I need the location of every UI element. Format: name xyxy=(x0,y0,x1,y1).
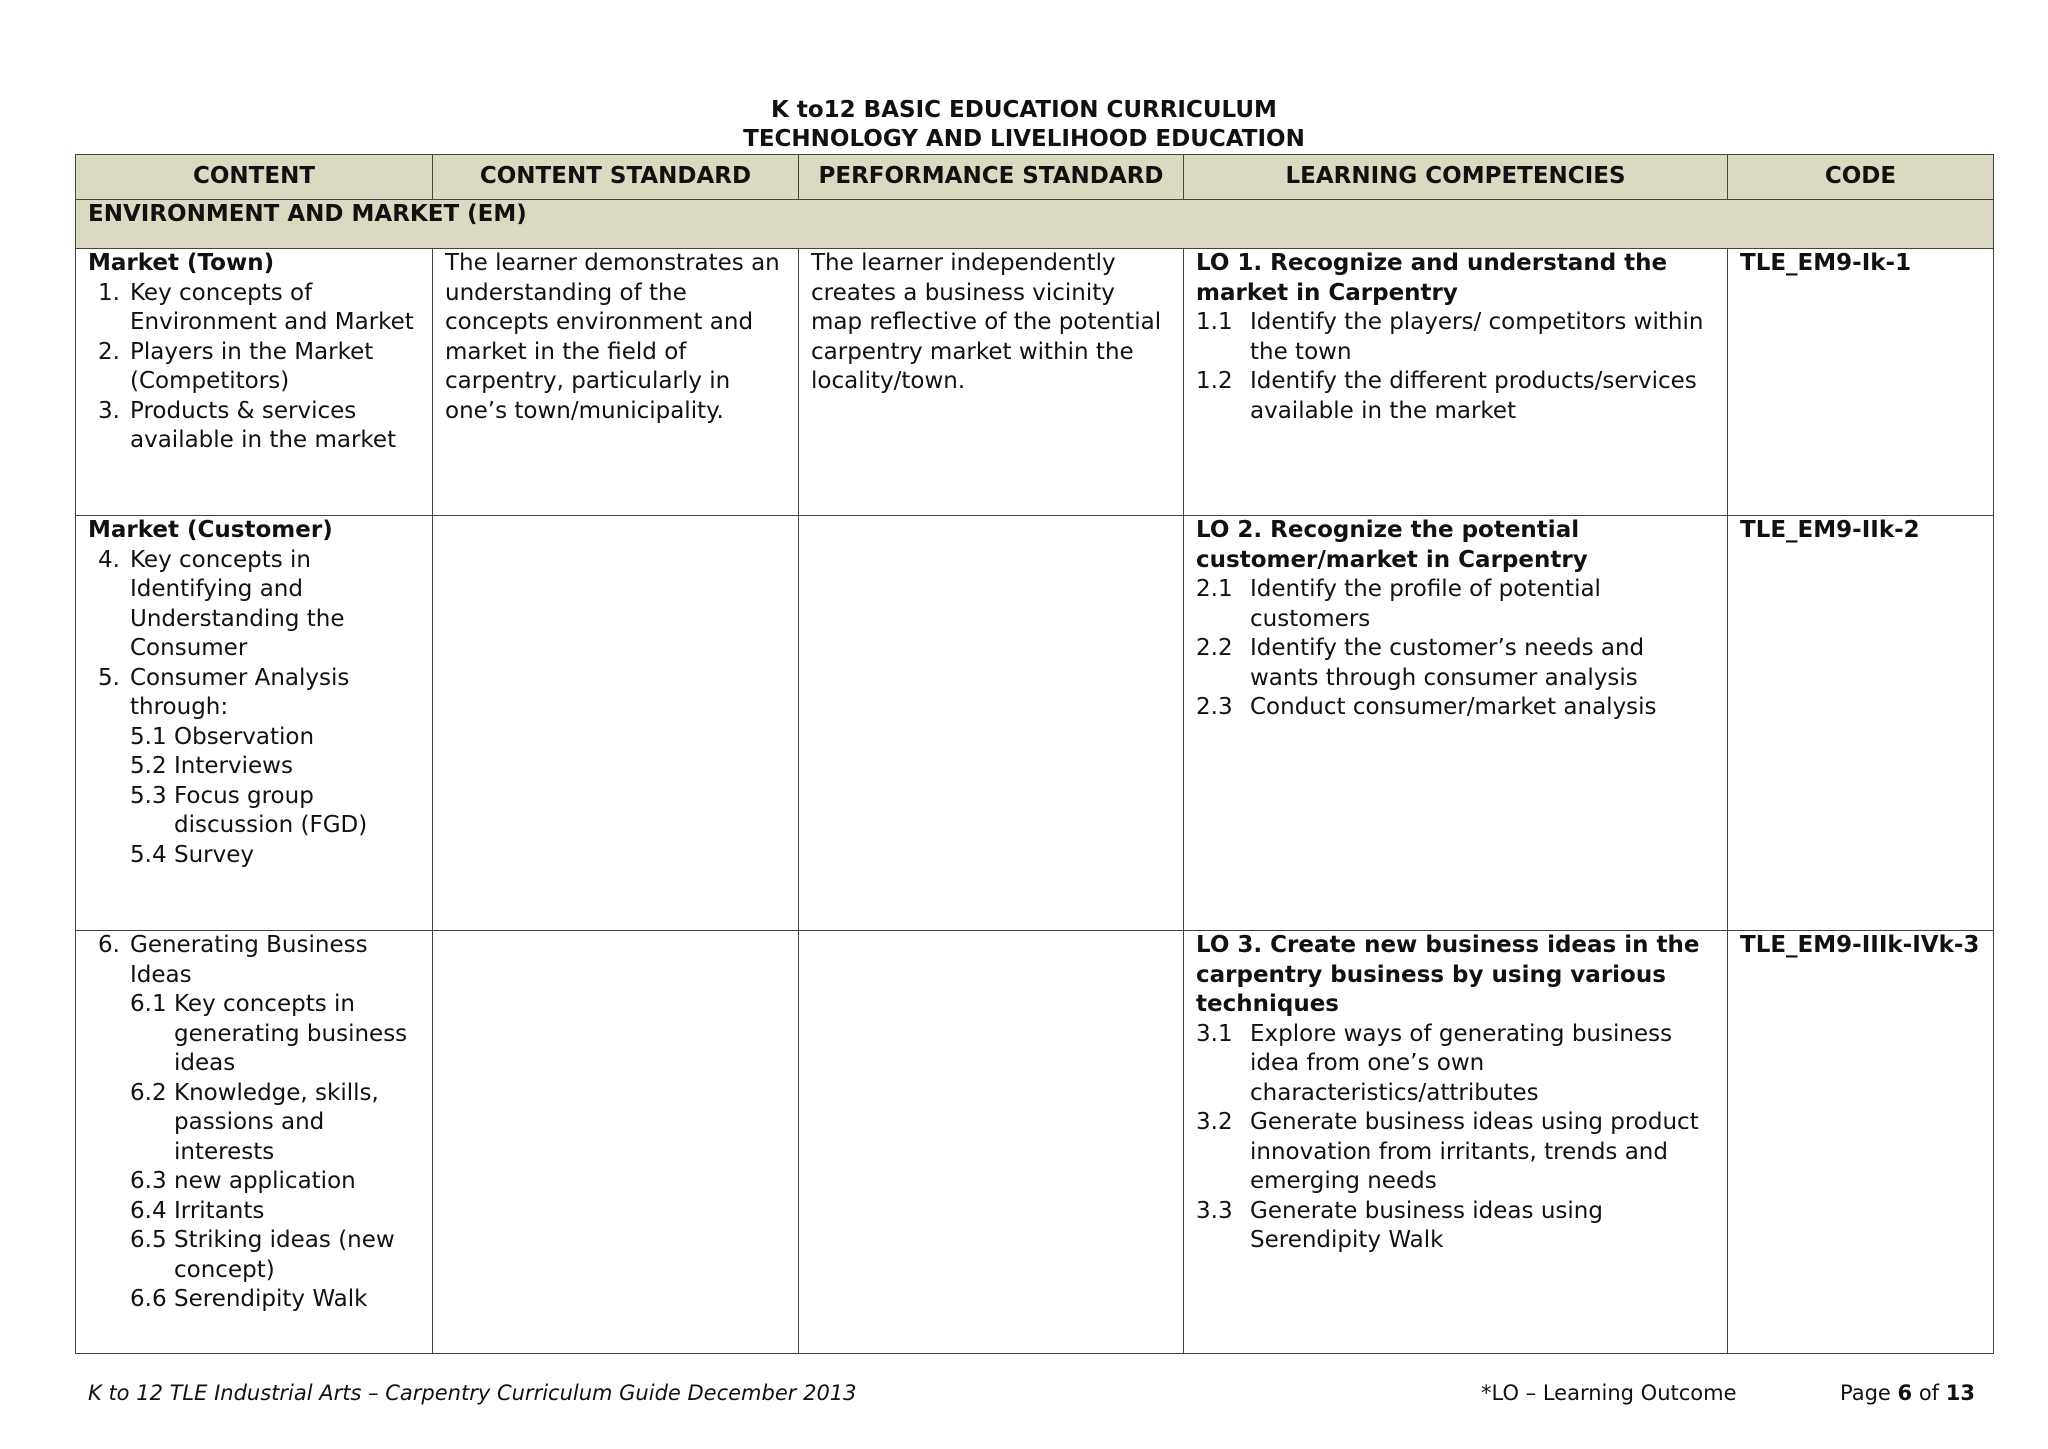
page-prefix: Page xyxy=(1840,1381,1898,1405)
subitem-text: Key concepts in generating business ideas xyxy=(174,991,408,1076)
column-header-content-standard: CONTENT STANDARD xyxy=(433,155,799,200)
item-text: Players in the Market (Competitors) xyxy=(130,338,374,394)
competencies-cell xyxy=(1184,249,1728,516)
subitem-text: Knowledge, skills, passions and interests xyxy=(174,1079,379,1165)
content-title: Market (Customer) xyxy=(88,517,333,543)
item-number: 5. xyxy=(98,664,120,691)
content-subitem xyxy=(88,990,420,1079)
content-subitem xyxy=(88,752,420,782)
item-text: Generating Business Ideas xyxy=(130,932,368,988)
content-item xyxy=(88,931,420,990)
competency-item xyxy=(1196,367,1715,426)
column-header-performance-standard: PERFORMANCE STANDARD xyxy=(799,155,1184,200)
competency-text: Explore ways of generating business idea from one’s own characteristics/attributes xyxy=(1250,1020,1673,1106)
content-subitem xyxy=(88,1167,420,1197)
competency-item xyxy=(1196,575,1715,634)
page-of: of xyxy=(1912,1381,1946,1405)
competency-number: 2.3 xyxy=(1196,694,1233,720)
learning-outcome: LO 2. Recognize the potential customer/market in Carpentry xyxy=(1196,517,1588,573)
competency-number: 1.2 xyxy=(1196,368,1233,394)
competencies-cell xyxy=(1184,516,1728,931)
content-subitem xyxy=(88,1285,420,1315)
competency-item xyxy=(1196,693,1715,723)
competency-text: Generate business ideas using product innovation from irritants, trends and emerging needs xyxy=(1250,1109,1699,1194)
item-text: Products & services available in the market xyxy=(130,397,397,453)
subitem-text: Serendipity Walk xyxy=(174,1286,368,1312)
content-subitem xyxy=(88,1197,420,1227)
footer-document-title: K to 12 TLE Industrial Arts – Carpentry Curriculum Guide December 2013 xyxy=(88,1381,857,1405)
competency-text: Identify the profile of potential customers xyxy=(1250,576,1601,632)
column-header-learning-competencies: LEARNING COMPETENCIES xyxy=(1184,155,1728,200)
competency-text: Identify the players/ competitors within the town xyxy=(1250,309,1704,365)
item-number: 4. xyxy=(98,546,120,573)
subitem-text: Irritants xyxy=(174,1197,265,1224)
competency-item xyxy=(1196,634,1715,693)
competency-text: Conduct consumer/market analysis xyxy=(1250,694,1657,720)
competency-number: 2.2 xyxy=(1196,635,1233,661)
competency-text: Identify the different products/services available in the market xyxy=(1250,368,1697,424)
content-subitem xyxy=(88,1226,420,1285)
content-subitem xyxy=(88,1079,420,1168)
content-standard-cell: The learner demonstrates an understanding of the concepts environment and market in the field of carpentry, particularly in one’s town/municipality. xyxy=(433,249,799,516)
learning-outcome: LO 3. Create new business ideas in the carpentry business by using various techniques xyxy=(1196,932,1700,1017)
learning-outcome: LO 1. Recognize and understand the market in Carpentry xyxy=(1196,250,1668,306)
content-cell xyxy=(76,249,433,516)
performance-standard-cell xyxy=(799,516,1184,931)
header-title: K to12 BASIC EDUCATION CURRICULUM xyxy=(771,97,1277,123)
column-header-code: CODE xyxy=(1728,155,1994,200)
content-subitem xyxy=(88,723,420,753)
content-item xyxy=(88,279,420,338)
performance-standard-cell xyxy=(799,931,1184,1354)
competency-number: 3.1 xyxy=(1196,1020,1233,1047)
subitem-number: 5.2 xyxy=(130,753,167,779)
competency-item xyxy=(1196,1020,1715,1109)
subitem-text: Survey xyxy=(174,841,255,868)
curriculum-table xyxy=(75,154,1994,1354)
subitem-text: Focus group discussion (FGD) xyxy=(174,782,368,838)
table-row xyxy=(76,249,1994,516)
section-row xyxy=(76,200,1994,249)
competency-text: Generate business ideas using Serendipity Walk xyxy=(1250,1197,1603,1253)
performance-standard-cell: The learner independently creates a business vicinity map reflective of the potential carpentry market within the locality/town. xyxy=(799,249,1184,516)
content-standard-cell xyxy=(433,516,799,931)
subitem-number: 6.5 xyxy=(130,1227,167,1253)
content-subitem xyxy=(88,841,420,871)
competency-item xyxy=(1196,308,1715,367)
item-number: 2. xyxy=(98,338,120,365)
content-cell xyxy=(76,931,433,1354)
competency-text: Identify the customer’s needs and wants through consumer analysis xyxy=(1250,635,1645,691)
code-cell: TLE_EM9-IIIk-IVk-3 xyxy=(1728,931,1994,1354)
content-item xyxy=(88,546,420,664)
page-total: 13 xyxy=(1945,1381,1975,1405)
code-cell: TLE_EM9-Ik-1 xyxy=(1728,249,1994,516)
subitem-number: 5.3 xyxy=(130,782,167,809)
content-cell xyxy=(76,516,433,931)
item-text: Key concepts of Environment and Market xyxy=(130,279,414,335)
competency-item xyxy=(1196,1197,1715,1256)
content-item xyxy=(88,664,420,723)
table-row xyxy=(76,931,1994,1354)
subitem-number: 5.4 xyxy=(130,841,167,868)
item-number: 1. xyxy=(98,279,120,306)
table-header-row xyxy=(76,155,1994,200)
column-header-content: CONTENT xyxy=(76,155,433,200)
page-current: 6 xyxy=(1897,1381,1913,1405)
competency-number: 2.1 xyxy=(1196,576,1233,602)
table-row xyxy=(76,516,1994,931)
subitem-text: Striking ideas (new concept) xyxy=(174,1227,395,1283)
item-number: 6. xyxy=(98,932,120,958)
document-header xyxy=(0,96,2048,154)
content-item xyxy=(88,338,420,397)
subitem-number: 6.3 xyxy=(130,1168,167,1194)
subitem-text: Observation xyxy=(174,723,315,750)
competency-number: 3.3 xyxy=(1196,1197,1233,1224)
section-title: ENVIRONMENT AND MARKET (EM) xyxy=(76,200,1994,249)
content-item xyxy=(88,397,420,456)
competency-number: 3.2 xyxy=(1196,1109,1233,1135)
item-text: Consumer Analysis through: xyxy=(130,664,350,720)
competencies-cell xyxy=(1184,931,1728,1354)
subitem-text: Interviews xyxy=(174,753,293,779)
competency-item xyxy=(1196,1108,1715,1197)
header-subtitle: TECHNOLOGY AND LIVELIHOOD EDUCATION xyxy=(743,126,1305,152)
content-subitem xyxy=(88,782,420,841)
footer-legend: *LO – Learning Outcome xyxy=(1481,1381,1737,1405)
subitem-number: 6.1 xyxy=(130,991,167,1017)
code-cell: TLE_EM9-IIk-2 xyxy=(1728,516,1994,931)
subitem-text: new application xyxy=(174,1168,356,1194)
page-number xyxy=(1840,1380,1975,1406)
subitem-number: 6.4 xyxy=(130,1197,167,1224)
content-title: Market (Town) xyxy=(88,250,275,276)
item-text: Key concepts in Identifying and Understanding the Consumer xyxy=(130,546,345,661)
subitem-number: 5.1 xyxy=(130,723,167,750)
competency-number: 1.1 xyxy=(1196,309,1233,335)
subitem-number: 6.2 xyxy=(130,1079,167,1106)
item-number: 3. xyxy=(98,397,120,424)
subitem-number: 6.6 xyxy=(130,1286,167,1312)
content-standard-cell xyxy=(433,931,799,1354)
